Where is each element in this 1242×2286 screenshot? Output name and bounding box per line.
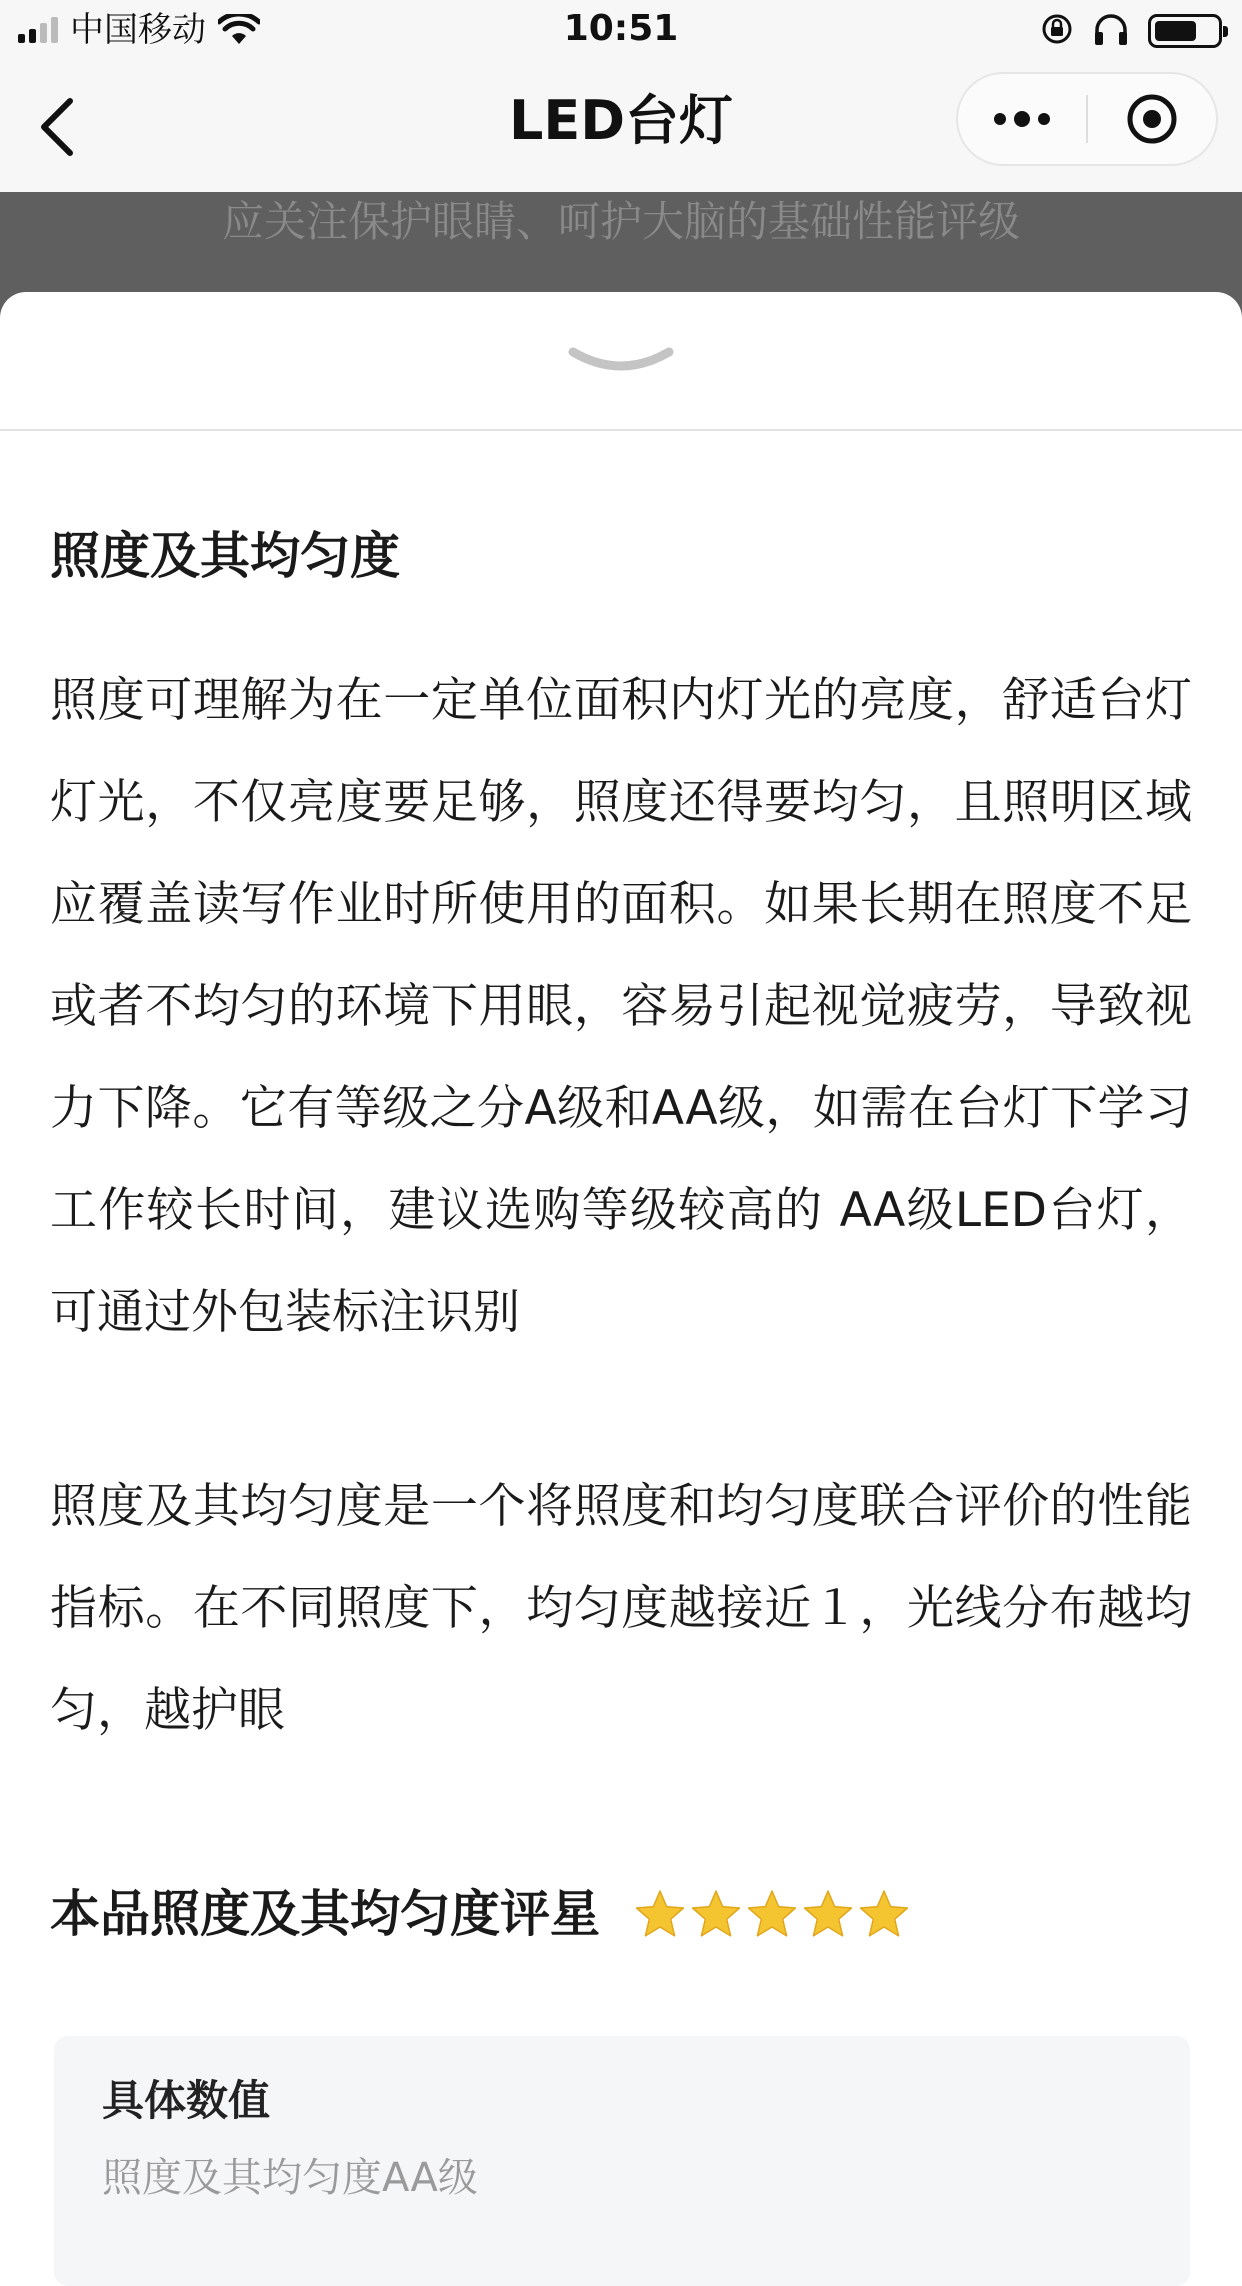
background-text: 应关注保护眼睛、呵护大脑的基础性能评级 — [221, 197, 1020, 246]
star-icon — [746, 1889, 798, 1939]
star-icon — [634, 1889, 686, 1939]
star-rating — [634, 1889, 910, 1939]
carrier-name: 中国移动 — [70, 10, 206, 50]
chevron-down-icon — [565, 342, 677, 382]
rating-row — [50, 1882, 910, 1946]
page-title: LED台灯 — [508, 89, 734, 152]
star-icon — [690, 1889, 742, 1939]
values-title: 具体数值 — [102, 2076, 271, 2125]
detail-sheet — [0, 292, 1242, 2208]
clock: 10:51 — [563, 8, 679, 49]
values-card — [54, 2036, 1190, 2286]
battery-icon — [1148, 14, 1222, 48]
battery-level — [1155, 21, 1196, 41]
miniprogram-capsule — [956, 72, 1218, 166]
rotation-lock-icon — [1040, 12, 1074, 50]
sheet-divider — [0, 429, 1242, 431]
description-paragraph-1: 照度可理解为在一定单位面积内灯光的亮度，舒适台灯灯光，不仅亮度要足够，照度还得要均匀，且照明区域应覆盖读写作业时所使用的面积。如果长期在照度不足或者不均匀的环境下用眼，容易引起视觉疲劳，导致视力下降。它有等级之分A级和AA级，如需在台灯下学习工作较长时间，建议选购等级较高的 AA级LED台灯，可通过外包装标注识别 — [50, 673, 1192, 1340]
target-close-icon — [1126, 93, 1178, 145]
status-bar — [0, 0, 1242, 62]
collapse-handle[interactable] — [565, 342, 677, 386]
rating-label: 本品照度及其均匀度评星 — [50, 1885, 600, 1943]
description-paragraph-2: 照度及其均匀度是一个将照度和均匀度联合评价的性能指标。在不同照度下，均匀度越接近１，光线分布越均匀，越护眼 — [50, 1479, 1192, 1738]
star-icon — [858, 1889, 910, 1939]
more-dots-icon — [994, 111, 1050, 127]
status-right — [1040, 12, 1222, 50]
close-miniprogram-button[interactable] — [1088, 74, 1216, 164]
section-title: 照度及其均匀度 — [50, 527, 400, 585]
more-button[interactable] — [958, 74, 1086, 164]
nav-bar — [0, 62, 1242, 192]
star-icon — [802, 1889, 854, 1939]
headphones-icon — [1092, 12, 1130, 50]
values-text: 照度及其均匀度AA级 — [102, 2155, 478, 2201]
